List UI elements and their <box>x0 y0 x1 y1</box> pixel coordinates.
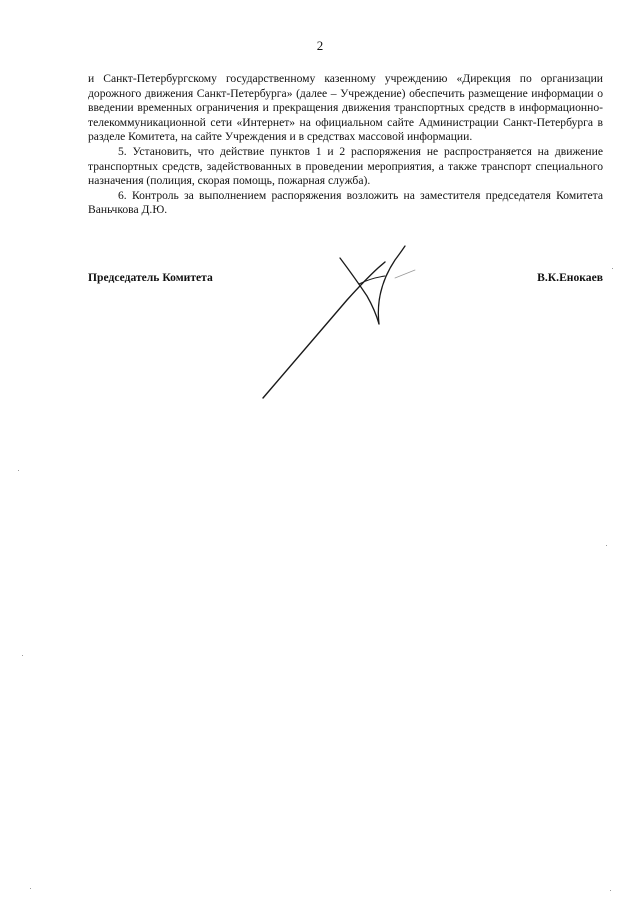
scan-speck <box>30 888 31 889</box>
document-body <box>88 72 603 218</box>
paragraph-item-6: 6. Контроль за выполнением распоряжения возложить на заместителя председателя Комитета Ваньчкова Д.Ю. <box>88 188 603 217</box>
scan-speck <box>612 268 613 269</box>
scan-speck <box>610 890 611 891</box>
signatory-name: В.К.Енокаев <box>537 271 603 284</box>
scan-speck <box>18 470 19 471</box>
signatory-position: Председатель Комитета <box>88 271 213 284</box>
scan-speck <box>606 545 607 546</box>
paragraph-item-5: 5. Установить, что действие пунктов 1 и 2 распоряжения не распространяется на движение транспортных средств, задействованных в проведении мероприятия, а также транспорт специального назначения (полиция, скорая помощь, пожарная служба). <box>88 144 603 188</box>
scan-speck <box>22 655 23 656</box>
paragraph-continuation: и Санкт-Петербургскому государственному казенному учреждению «Дирекция по организации дорожного движения Санкт-Петербурга» (далее – Учреждение) обеспечить размещение информации о введении временных ограничения и прекращения движения транспортных средств в информационно-телекоммуникационной сети «Интернет» на официальном сайте Администрации Санкт-Петербурга в разделе Комитета, на сайте Учреждения и в средствах массовой информации. <box>88 72 603 144</box>
handwritten-signature <box>255 238 430 403</box>
page-number: 2 <box>316 38 324 53</box>
